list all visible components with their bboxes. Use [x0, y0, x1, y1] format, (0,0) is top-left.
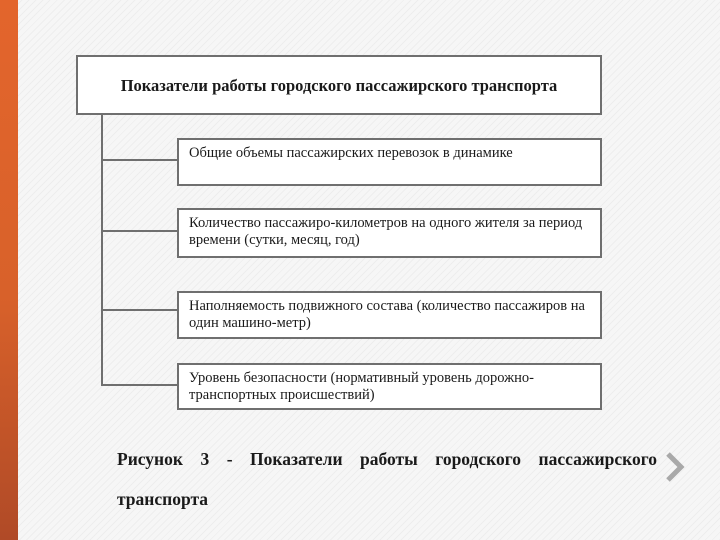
chevron-right-icon[interactable]: [664, 452, 686, 482]
indicator-box-2: [177, 208, 602, 258]
diagram-title-box: [76, 55, 602, 115]
indicator-text-3: Наполняемость подвижного состава (количество пассажиров на один машино-метр): [189, 298, 585, 331]
figure-caption: Рисунок 3 - Показатели работы городского пассажирского транспорта: [117, 449, 657, 509]
accent-bar: [0, 0, 18, 540]
connector-branch-1: [101, 159, 177, 161]
diagram-title: Показатели работы городского пассажирского транспорта: [120, 75, 558, 95]
indicator-box-1: [177, 138, 602, 186]
indicator-text-1: Общие объемы пассажирских перевозок в динамике: [189, 145, 513, 161]
indicator-box-4: [177, 363, 602, 410]
connector-branch-4: [101, 384, 177, 386]
indicator-text-2: Количество пассажиро-километров на одного жителя за период времени (сутки, месяц, год): [189, 215, 583, 248]
indicator-text-4: Уровень безопасности (нормативный уровень дорожно-транспортных происшествий): [189, 370, 534, 403]
indicator-box-3: [177, 291, 602, 339]
connector-trunk: [101, 115, 103, 385]
connector-branch-3: [101, 309, 177, 311]
connector-branch-2: [101, 230, 177, 232]
